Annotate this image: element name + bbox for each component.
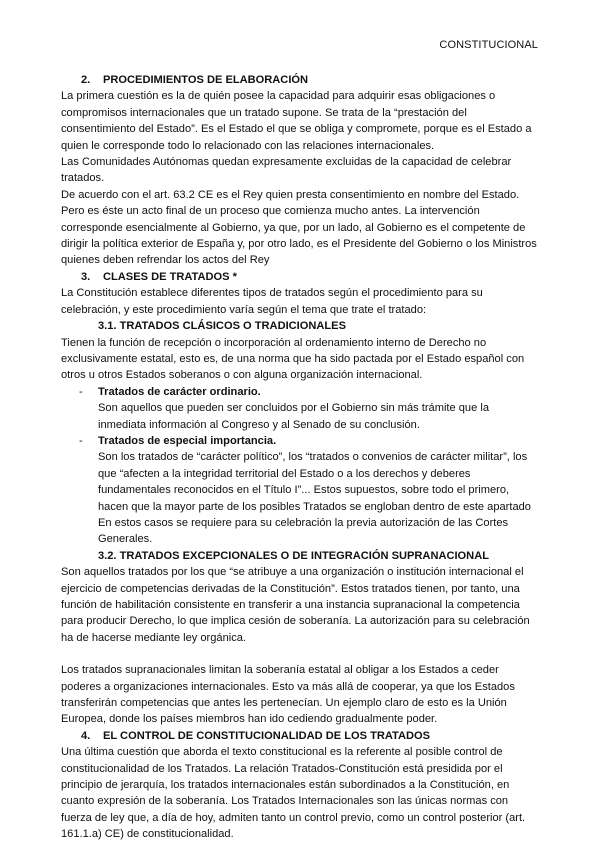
subsection-3-1-heading: 3.1. TRATADOS CLÁSICOS O TRADICIONALES (98, 320, 346, 333)
document-body (61, 72, 539, 843)
subsection-3-2-paragraph-2: Los tratados supranacionales limitan la soberanía estatal al obligar a los Estados a ceder poderes a organizaciones internacionales. Esto va más allá de cooperar, ya que los Estados transferirán competencias que antes les pertenecían. Un ejemplo claro de esto es la Unión Europea, donde los países miembros han ido cediendo gradualmente poder. (61, 664, 515, 726)
bullet-dash: - (79, 385, 83, 398)
paragraph-spacer (61, 646, 539, 662)
running-header: CONSTITUCIONAL (439, 39, 538, 51)
section-3-intro: La Constitución establece diferentes tipos de tratados según el procedimiento para su celebración, y este procedimiento varía según el tema que trate el tratado: (61, 287, 483, 316)
list-item (61, 433, 539, 449)
bullet-body: Son aquellos que pueden ser concluidos por el Gobierno sin más trámite que la inmediata información al Congreso y al Senado de su conclusión. (98, 402, 489, 431)
subsection-3-1-paragraph: Tienen la función de recepción o incorporación al ordenamiento interno de Derecho no exclusivamente estatal, esto es, de una norma que ha sido pactada por el Estado español con otros u otros Estados soberanos o con alguna organización internacional. (61, 336, 525, 382)
section-2-paragraph-2: Las Comunidades Autónomas quedan expresamente excluidas de la capacidad de celebrar tratados. (61, 156, 512, 185)
subsection-3-2-heading: 3.2. TRATADOS EXCEPCIONALES O DE INTEGRACIÓN SUPRANACIONAL (98, 549, 489, 562)
list-item (61, 384, 539, 400)
bullet-dash: - (79, 434, 83, 447)
section-4-number: 4. (81, 729, 91, 742)
section-3-title: CLASES DE TRATADOS * (103, 270, 237, 283)
section-4-paragraph: Una última cuestión que aborda el texto constitucional es la referente al posible control de constitucionalidad de los Tratados. La relación Tratados-Constitución está presidida por el principio de jerarquía, los tratados internacionales están subordinados a la Constitución, en cuanto expresión de la soberanía. Los Tratados Internacionales son las únicas normas con fuerza de ley que, a día de hoy, admiten tanto un control previo, como un control posterior (art. 161.1.a) CE) de constitucionalidad. (61, 746, 526, 841)
bullet-body: Son los tratados de “carácter político”, los “tratados o convenios de carácter militar”, los que “afecten a la integridad territorial del Estado o a los derechos y deberes fundamentales reconocidos en el Título I”... Estos supuestos, sobre todo el primero, hacen que la mayor parte de los posibles Tratados se engloban dentro de este apartado En estos casos se requiere para su celebración la previa autorización de las Cortes Generales. (98, 451, 531, 546)
bullet-title: Tratados de carácter ordinario. (98, 385, 261, 398)
section-2-paragraph-3: De acuerdo con el art. 63.2 CE es el Rey quien presta consentimiento en nombre del Estado. Pero es éste un acto final de un proceso que comienza mucho antes. La intervención corresponde esencialmente al Gobierno, ya que, por un lado, al Gobierno es el competente de dirigir la política exterior de España y, por otro lado, es el Presidente del Gobierno o los Ministros quienes deben refrendar los actos del Rey (61, 188, 537, 267)
section-2-number: 2. (81, 74, 91, 86)
section-2-paragraph-1: La primera cuestión es la de quién posee la capacidad para adquirir esas obligaciones o compromisos internacionales que un tratado supone. Se trata de la “prestación del consentimiento del Estado”. Es el Estado el que se obliga y compromete, porque es el Estado a quien le corresponde todo lo relacionado con las relaciones internacionales. (61, 90, 532, 152)
bullet-title: Tratados de especial importancia. (98, 434, 277, 447)
section-4-title: EL CONTROL DE CONSTITUCIONALIDAD DE LOS TRATADOS (103, 729, 431, 742)
subsection-3-2-paragraph-1: Son aquellos tratados por los que “se atribuye a una organización o institución internacional el ejercicio de competencias derivadas de la Constitución”. Estos tratados tienen, por tanto, una función de habilitación consistente en transferir a una instancia supranacional la competencia para producir Derecho, lo que implica cesión de soberanía. La autorización para su celebración ha de hacerse mediante ley orgánica. (61, 566, 530, 644)
section-4-heading (61, 728, 539, 744)
section-2-title: PROCEDIMIENTOS DE ELABORACIÓN (103, 74, 309, 86)
section-3-heading (61, 269, 539, 285)
section-2-heading (61, 72, 539, 88)
section-3-number: 3. (81, 270, 91, 283)
